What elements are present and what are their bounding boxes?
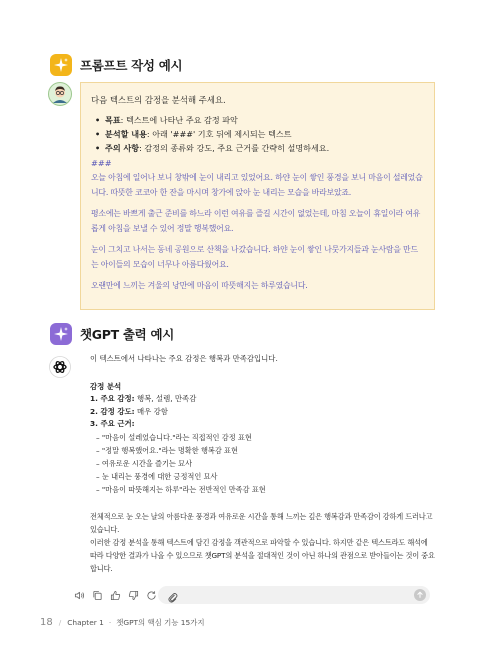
story-paragraph: 오랜만에 느끼는 겨울의 낭만에 마음이 따뜻해지는 하루였습니다. — [91, 281, 308, 290]
footer-separator: / — [58, 618, 62, 627]
page-footer — [40, 617, 204, 628]
sparkle-icon — [50, 323, 72, 345]
list-item: • 목표: 텍스트에 나타난 주요 감정 파악 — [95, 115, 238, 125]
analysis-item: 2. 감정 강도: 매우 강함 — [90, 406, 168, 416]
regenerate-icon[interactable] — [144, 588, 158, 602]
chatgpt-answer — [90, 352, 435, 575]
thumbs-up-icon[interactable] — [108, 588, 122, 602]
evidence-item: – "마음이 따뜻해지는 하루"라는 전반적인 만족감 표현 — [96, 484, 266, 494]
list-item: • 분석할 내용: 아래 '###' 기호 뒤에 제시되는 텍스트 — [95, 129, 292, 139]
evidence-item: – "정말 행복했어요."라는 명확한 행복감 표현 — [96, 445, 238, 455]
paperclip-icon[interactable] — [167, 589, 179, 601]
analysis-heading: 감정 분석 — [90, 382, 122, 391]
prompt-story — [91, 170, 424, 293]
sparkle-icon — [50, 54, 72, 76]
evidence-item: – "마음이 설레었습니다."라는 직접적인 감정 표현 — [96, 432, 252, 442]
footer-chapter-title: 챗GPT의 핵심 기능 15가지 — [116, 618, 205, 627]
answer-lead: 이 텍스트에서 나타나는 주요 감정은 행복과 만족감입니다. — [90, 354, 278, 363]
chatgpt-logo-icon — [49, 356, 71, 378]
story-paragraph: 오늘 아침에 일어나 보니 창밖에 눈이 내리고 있었어요. 하얀 눈이 쌓인 풍경을 보니 마음이 설레었습니다. 따뜻한 코코아 한 잔을 마시며 창가에 앉아 눈 내리는 모습을 바라보았죠. — [91, 173, 423, 197]
analysis-item: 1. 주요 감정: 행복, 설렘, 만족감 — [90, 394, 197, 403]
prompt-intro: 다음 텍스트의 감정을 분석해 주세요. — [91, 95, 226, 105]
user-avatar-icon — [48, 82, 72, 106]
prompt-bullet-list — [95, 113, 424, 155]
prompt-delimiter: ### — [91, 158, 112, 168]
speaker-icon[interactable] — [72, 588, 86, 602]
answer-summary: 전체적으로 눈 오는 날의 아름다운 풍경과 여유로운 시간을 통해 느끼는 깊은 행복감과 만족감이 강하게 드러나고 있습니다. — [90, 511, 433, 534]
footer-chapter: Chapter 1 — [67, 618, 104, 627]
prompt-box — [80, 82, 435, 310]
analysis-item: 3. 주요 근거: — [90, 419, 135, 428]
answer-note: 이러한 감정 분석을 통해 텍스트에 담긴 감정을 객관적으로 파악할 수 있습니다. 하지만 같은 텍스트라도 해석에 따라 다양한 결과가 나올 수 있으므로 챗GPT의 분석을 절대적인 것이 아닌 하나의 관점으로 받아들이는 것이 중요합니다. — [90, 537, 435, 573]
story-paragraph: 눈이 그치고 나서는 동네 공원으로 산책을 나갔습니다. 하얀 눈이 쌓인 나뭇가지들과 눈사람을 만드는 아이들의 모습이 너무나 아름다웠어요. — [91, 245, 418, 269]
list-item: • 주의 사항: 감정의 종류와 강도, 주요 근거를 간략히 설명하세요. — [95, 143, 330, 153]
output-section-header — [50, 323, 174, 345]
evidence-item: – 눈 내리는 풍경에 대한 긍정적인 묘사 — [96, 471, 218, 481]
prompt-section-header — [50, 54, 182, 76]
output-section-title: 챗GPT 출력 예시 — [80, 327, 175, 342]
send-button[interactable] — [414, 589, 426, 601]
page-number: 18 — [40, 617, 53, 628]
thumbs-down-icon[interactable] — [126, 588, 140, 602]
footer-bullet: · — [108, 618, 112, 627]
response-toolbar — [72, 588, 158, 602]
send-arrow-icon — [416, 591, 424, 599]
message-input[interactable] — [158, 586, 430, 604]
prompt-section-title: 프롬프트 작성 예시 — [80, 58, 183, 73]
story-paragraph: 평소에는 바쁘게 출근 준비를 하느라 이런 여유를 즐길 시간이 없었는데, 마침 오늘이 휴일이라 여유롭게 아침을 보낼 수 있어 정말 행복했어요. — [91, 209, 421, 233]
evidence-item: – 여유로운 시간을 즐기는 묘사 — [96, 458, 193, 468]
copy-icon[interactable] — [90, 588, 104, 602]
